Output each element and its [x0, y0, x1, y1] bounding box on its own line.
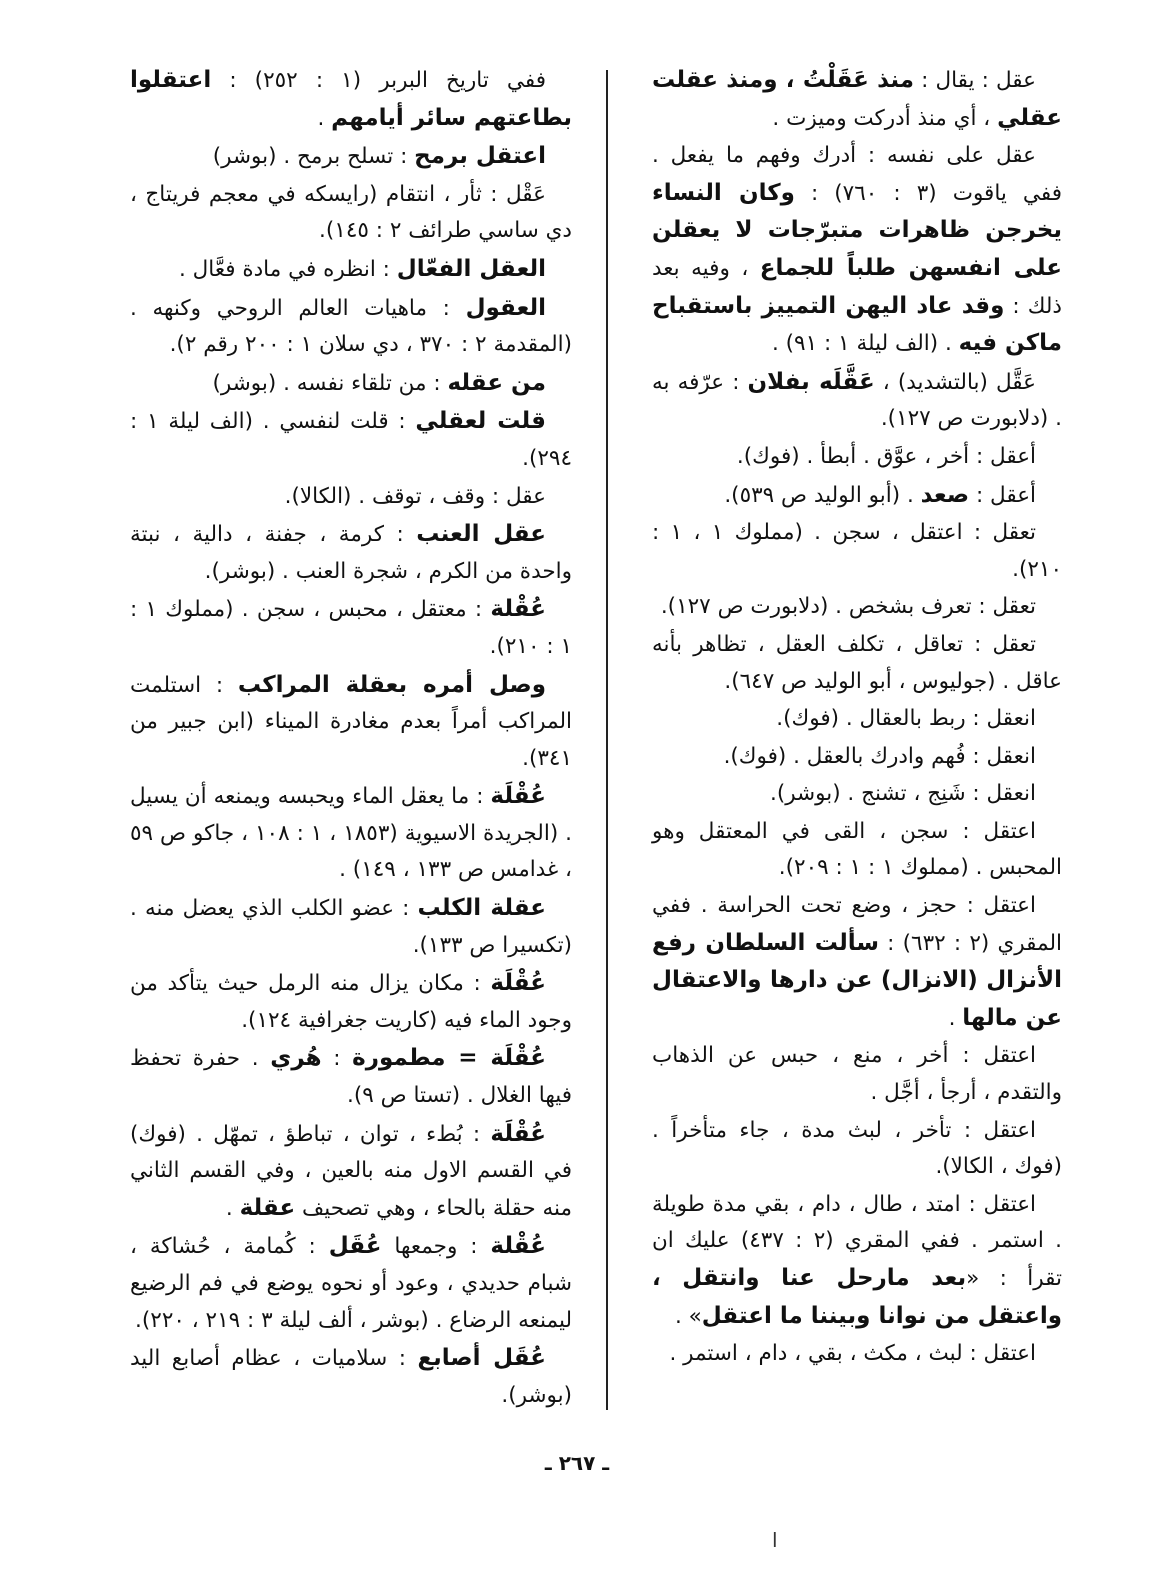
dictionary-entry: [130, 365, 572, 403]
entry-text: عَقَّل (بالتشديد) ،: [874, 369, 1036, 395]
dictionary-entry: [130, 177, 572, 250]
entry-text: ، أي منذ أدركت وميزت .: [772, 105, 998, 131]
entry-text: أعقل :: [969, 482, 1036, 508]
headword: عُقَل: [328, 1233, 382, 1260]
entry-text: اعتقل : لبث ، مكث ، بقي ، دام ، استمر .: [669, 1341, 1036, 1367]
entry-text: انعقل : ربط بالعقال . (فوك).: [776, 706, 1036, 732]
dictionary-entry: [130, 1228, 572, 1339]
headword: بعد مارحل عنا وانتقل ، واعتقل من نوانا وبيننا ما اعتقل: [652, 1265, 1062, 1329]
headword: عُقْلة: [490, 1233, 547, 1260]
headword: عقلة الكلب: [417, 895, 546, 922]
entry-text: » .: [674, 1303, 702, 1329]
stray-mark: ا: [772, 1528, 778, 1552]
entry-text: : معتقل ، محبس ، سجن . (مملوك ١ : ١ : ٢١٠).: [130, 597, 572, 659]
dictionary-entry: [130, 479, 572, 516]
entry-text: : ماهيات العالم الروحي وكنهه . (المقدمة ٢ : ٣٧٠ ، دي سلان ١ : ٢٠٠ رقم ٢).: [130, 295, 572, 358]
dictionary-entry: [130, 591, 572, 665]
entry-text: .: [948, 1005, 963, 1031]
entry-text: اعتقل : أخر ، منع ، حبس عن الذهاب والتقدم ، أرجأ ، أجَّل .: [652, 1043, 1062, 1106]
dictionary-entry: [130, 778, 572, 889]
dictionary-entry: [652, 888, 1062, 1037]
entry-text: : قلت لنفسي . (الف ليلة ١ : ٢٩٤).: [130, 409, 572, 471]
entry-text: . حفرة تحفظ فيها الغلال . (تستا ص ٩).: [130, 1046, 572, 1109]
headword: هُري: [270, 1045, 322, 1072]
headword: عُقْلَة: [490, 783, 546, 810]
dictionary-entry: [130, 1340, 572, 1414]
entry-text: .: [317, 105, 332, 131]
entry-text: تعقل : اعتقل ، سجن . (مملوك ١ ، ١ : ٢١٠).: [652, 520, 1062, 582]
entry-text: . (الف ليلة ١ : ٩١) .: [771, 331, 959, 357]
left-column: [130, 62, 572, 1415]
headword: عقل العنب: [416, 521, 546, 548]
dictionary-entry: [130, 1116, 572, 1228]
entry-text: تعقل : تعرف بشخص . (دلابورت ص ١٢٧).: [660, 594, 1036, 620]
entry-text: اعتقل : حجز ، وضع تحت الحراسة . ففي المقري (٢ : ٦٣٢) :: [652, 893, 1062, 956]
entry-text: : انظره في مادة فعَّال .: [179, 256, 397, 282]
headword: عُقْلَة: [490, 1120, 546, 1147]
headword: اعتقلوا بطاعتهم سائر أيامهم: [130, 67, 572, 131]
page-number: ـ ٢٦٧ ـ: [544, 1451, 610, 1475]
dictionary-entry: [652, 138, 1062, 363]
dictionary-entry: [130, 1040, 572, 1114]
dictionary-entry: [130, 965, 572, 1039]
headword: عقلة: [239, 1194, 296, 1221]
entry-text: : مكان يزال منه الرمل حيث يتأكد من وجود الماء فيه (كاريت جغرافية ١٢٤).: [130, 971, 572, 1033]
entry-text: انعقل : فُهم وادرك بالعقل . (فوك).: [723, 743, 1036, 769]
dictionary-entry: [652, 1113, 1062, 1186]
headword: سألت السلطان رفع الأنزال (الانزال) عن دارها والاعتقال عن مالها: [652, 929, 1062, 1031]
entry-text: عقل على نفسه : أدرك وفهم ما يفعل . ففي ياقوت (٣ : ٧٦٠) :: [652, 143, 1062, 206]
entry-text: اعتقل : سجن ، القى في المعتقل وهو المحبس . (مملوك ١ : ١ : ٢٠٩).: [652, 818, 1062, 881]
entry-text: : وجمعها: [381, 1234, 491, 1260]
entry-text: : تسلح برمح . (بوشر): [212, 144, 415, 170]
entry-text: : كُمامة ، حُشاكة ، شبام حديدي ، وعود أو نحوه يوضع في فم الرضيع ليمنعه الرضاع . (بوشر ، ألف ليلة ٣ : ٢١٩ ، ٢٢٠).: [130, 1234, 572, 1333]
headword: عَقَّلَه بفلان: [747, 368, 875, 395]
dictionary-entry: [652, 515, 1062, 588]
entry-text: : بُطء ، توان ، تباطؤ ، تمهّل . (فوك) في القسم الاول منه بالعين ، وفي القسم الثاني منه حقلة بالحاء ، وهي تصحيف: [130, 1121, 572, 1221]
entry-text: اعتقل : تأخر ، لبث مدة ، جاء متأخراً . (فوك ، الكالا).: [652, 1117, 1062, 1180]
entry-text: ففي تاريخ البربر (١ : ٢٥٢) :: [211, 68, 546, 93]
entry-text: انعقل : شَنِج ، تشنج . (بوشر).: [770, 781, 1036, 807]
entry-text: اعتقل : امتد ، طال ، دام ، بقي مدة طويلة . استمر . ففي المقري (٢ : ٤٣٧) عليك ان تقرأ : «: [652, 1191, 1063, 1291]
dictionary-entry: [130, 290, 572, 364]
headword: عُقْلة: [490, 596, 546, 623]
dictionary-entry: [130, 251, 572, 289]
headword: وقد عاد اليهن التمييز باستقباح ماكن فيه: [652, 292, 1062, 357]
dictionary-entry: [652, 701, 1062, 738]
dictionary-entry: [652, 1038, 1062, 1111]
dictionary-entry: [130, 667, 572, 778]
entry-text: عَقْل : ثأر ، انتقام (رايسكه في معجم فريتاج ، دي ساسي طرائف ٢ : ١٤٥).: [130, 181, 572, 244]
dictionary-entry: [652, 62, 1062, 137]
dictionary-entry: [130, 516, 572, 590]
entry-text: : من تلقاء نفسه . (بوشر): [212, 370, 448, 396]
entry-text: : ما يعقل الماء ويحبسه ويمنعه أن يسيل . (الجريدة الاسيوية (١٨٥٣ ، ١ : ١٠٨ ، جاكو ص ٥٩ ، غدامس ص ١٣٣ ، ١٤٩) .: [130, 784, 572, 883]
dictionary-entry: [652, 1336, 1062, 1373]
entry-text: : استلمت المراكب أمراً بعدم مغادرة الميناء (ابن جبير من ٣٤١).: [130, 672, 572, 771]
entry-text: : كرمة ، جفنة ، دالية ، نبتة واحدة من الكرم ، شجرة العنب . (بوشر).: [130, 522, 572, 584]
dictionary-entry: [652, 439, 1062, 476]
dictionary-entry: [652, 814, 1062, 887]
dictionary-entry: [652, 589, 1062, 626]
headword: من عقله: [447, 369, 546, 396]
headword: عُقْلَة: [490, 970, 546, 997]
entry-text: .: [225, 1195, 240, 1221]
dictionary-entry: [130, 403, 572, 477]
column-divider: [606, 70, 608, 1410]
entry-text: : عرّفه به . (دلابورت ص ١٢٧).: [652, 369, 1062, 432]
entry-text: : عضو الكلب الذي يعضل منه . (تكسيرا ص ١٣٣).: [130, 896, 572, 958]
dictionary-entry: [652, 776, 1062, 813]
headword: وصل أمره بعقلة المراكب: [237, 671, 547, 698]
headword: العقول: [465, 294, 546, 321]
entry-text: ، وفيه بعد ذلك :: [652, 255, 1062, 319]
dictionary-entry: [130, 138, 572, 176]
dictionary-entry: [130, 890, 572, 964]
headword: وكان النساء يخرجن ظاهرات متبرّجات لا يعقلن على انفسهن طلباً للجماع: [652, 179, 1062, 281]
entry-text: تعقل : تعاقل ، تكلف العقل ، تظاهر بأنه عاقل . (جوليوس ، أبو الوليد ص ٦٤٧).: [652, 631, 1062, 694]
headword: اعتقل برمح: [414, 143, 546, 170]
dictionary-entry: [652, 627, 1062, 700]
headword: صعد: [920, 481, 970, 508]
right-column: [652, 62, 1062, 1374]
entry-text: :: [321, 1046, 353, 1072]
dictionary-entry: [652, 477, 1062, 515]
dictionary-entry: [652, 1187, 1062, 1335]
headword: قلت لعقلي: [415, 408, 546, 435]
entry-text: عقل : وقف ، توقف . (الكالا).: [284, 483, 546, 509]
headword: العقل الفعّال: [396, 255, 546, 282]
headword: عُقْلَة = مطمورة: [352, 1045, 546, 1072]
entry-text: . (أبو الوليد ص ٥٣٩).: [724, 482, 921, 508]
entry-text: : سلاميات ، عظام أصابع اليد (بوشر).: [130, 1346, 572, 1408]
entry-text: أعقل : أخر ، عوَّق . أبطأ . (فوك).: [736, 443, 1036, 469]
headword: منذ عَقَلْتُ ، ومنذ عقلت عقلي: [652, 67, 1062, 131]
dictionary-entry: [652, 739, 1062, 776]
headword: عُقَل أصابع: [417, 1345, 546, 1372]
dictionary-entry: [130, 62, 572, 137]
dictionary-entry: [652, 364, 1062, 438]
entry-text: عقل : يقال :: [914, 68, 1036, 93]
